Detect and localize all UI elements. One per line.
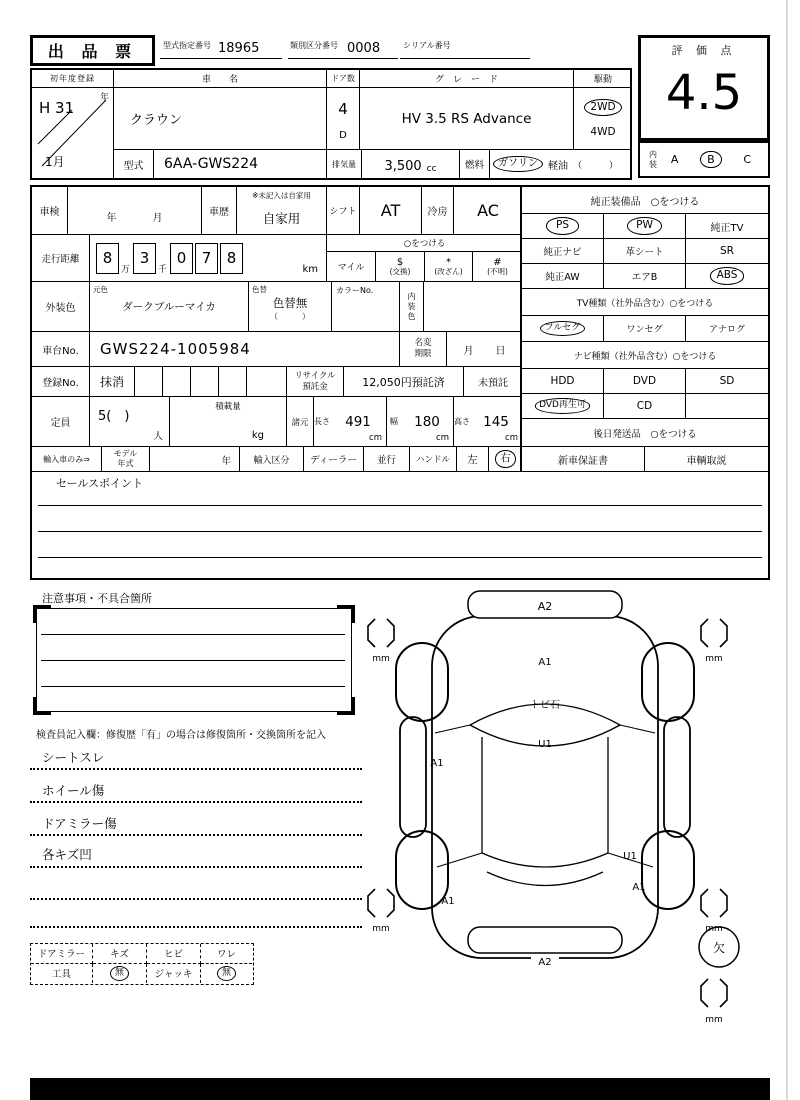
width-cell (387, 397, 454, 447)
equip-pw (604, 214, 686, 239)
original-color-cell (90, 282, 249, 332)
inspector-note: 検査員記入欄：修復歴「有」の場合は修復箇所・交換箇所を記入 (36, 730, 326, 741)
serial-label: シリアル番号 (403, 41, 451, 50)
tools-none-1 (93, 964, 147, 984)
shaken-cell (68, 187, 202, 235)
grade-header: グ レ ー ド (360, 70, 574, 88)
rear-window (482, 853, 608, 867)
mark-mile: マイル (327, 252, 376, 282)
equip-ps-selected: PS (546, 217, 579, 234)
missing-part-label: 欠 (712, 941, 726, 955)
dotted-line (30, 866, 362, 868)
color-change-paren: （ ） (270, 312, 310, 321)
wheel-rear-left (396, 831, 448, 909)
doors-value: 4 (338, 100, 348, 118)
navi-empty-cell (686, 394, 768, 419)
displacement-unit: cc (426, 164, 437, 174)
capacity-unit: 人 (153, 431, 163, 442)
exterior-color-label: 外装色 (32, 282, 90, 332)
rear-bumper (468, 927, 622, 953)
interior-grade-c: C (743, 153, 752, 166)
tools-crack-label: ヒビ (147, 944, 201, 964)
damage-rear-left-a1: A1 (441, 896, 455, 907)
import-dealer: ディーラー (304, 447, 364, 472)
notes-line (41, 660, 345, 661)
score-header: 評 価 点 (671, 44, 737, 57)
reg-no-value: 抹消 (90, 367, 135, 397)
trunk-line (487, 872, 603, 886)
height-label: 高さ (454, 416, 470, 426)
odometer-unit-sen: 千 (158, 265, 168, 275)
car-name-header: 車 名 (114, 70, 327, 88)
tools-none-2 (201, 964, 252, 984)
drive-4wd: 4WD (590, 126, 616, 139)
aircon-label: 冷房 (422, 187, 454, 235)
load-cell (170, 397, 287, 447)
handle-label: ハンドル (410, 447, 457, 472)
dotted-line (30, 834, 362, 836)
tv-analog: アナログ (686, 316, 768, 342)
capacity-cell (90, 397, 170, 447)
vehicle-manual: 車輌取説 (645, 447, 768, 472)
sales-point-line (38, 531, 762, 532)
notes-line (41, 634, 345, 635)
tools-none-1-selected: 無 (110, 966, 129, 981)
height-unit: cm (505, 433, 518, 443)
name-change-label-box (400, 332, 447, 367)
history-note: ※未記入は自家用 (252, 191, 311, 200)
equip-oem-navi: 純正ナビ (522, 239, 604, 264)
handle-right-cell (489, 447, 522, 472)
color-change-value: 色替無 (272, 296, 308, 310)
color-no-cell (332, 282, 400, 332)
navi-dvd: DVD (604, 369, 686, 394)
mark-caption: (改ざん) (434, 266, 463, 276)
notes-label: 注意事項・不具合箇所 (42, 592, 152, 605)
tread-bracket-rear-right (701, 889, 727, 917)
tread-bracket-spare (701, 979, 727, 1007)
shaken-month: 月 (152, 213, 163, 224)
odometer-digit: 7 (195, 243, 218, 274)
recycle-label: リサイクル預託金 (294, 370, 336, 392)
navi-type-header: ナビ種類（社外品含む）○をつける (522, 342, 768, 369)
color-no-label: カラーNo. (336, 286, 374, 295)
name-change-month: 月 (463, 345, 474, 357)
tread-bracket-rear-left (368, 889, 394, 917)
class-code-value: 0008 (347, 41, 381, 56)
damage-rear-right-a1: A1 (632, 882, 646, 893)
model-year-cell (150, 447, 240, 472)
displacement-label: 排気量 (327, 150, 362, 178)
width-unit: cm (436, 433, 449, 443)
height-value: 145 (483, 413, 509, 430)
reg-no-label: 登録No. (32, 367, 90, 397)
wheel-rear-right (642, 831, 694, 909)
load-label: 積載量 (215, 402, 241, 412)
new-car-warranty: 新車保証書 (522, 447, 645, 472)
interior-label: 内装 (649, 149, 657, 169)
sheet-title: 出 品 票 (30, 35, 155, 66)
equip-sr: SR (686, 239, 768, 264)
aircon-value: AC (454, 187, 522, 235)
oem-equipment-header: 純正装備品 ○をつける (522, 187, 768, 214)
reg-year-suffix: 年 (99, 93, 109, 103)
main-body-block (30, 185, 770, 580)
doors-sub: D (339, 130, 347, 141)
recycle-not-deposited: 未預託 (464, 367, 522, 397)
damage-roof-u1: U1 (538, 739, 552, 750)
tv-oneseg: ワンセグ (604, 316, 686, 342)
reg-no-empty-cell (135, 367, 163, 397)
odometer (90, 235, 327, 282)
damage-rear-bumper-a2: A2 (538, 957, 552, 968)
capacity-value: 5( ) (98, 409, 130, 424)
chassis-no-value: GWS224-1005984 (90, 332, 400, 367)
underline (400, 58, 530, 59)
displacement-value: 3,500 (384, 159, 422, 174)
name-change-cell (447, 332, 522, 367)
interior-grade-a: A (670, 153, 679, 166)
damage-hood-a1: A1 (538, 657, 552, 668)
sales-point-line (38, 557, 762, 558)
tread-mm-label: mm (372, 924, 390, 934)
first-reg-cell (32, 88, 114, 178)
model-label: 型式 (114, 150, 154, 178)
vehicle-info-block (30, 68, 632, 180)
model-code-value: 18965 (218, 41, 260, 56)
name-change-label: 名変期限 (414, 338, 432, 359)
dotted-line (30, 768, 362, 770)
length-value: 491 (345, 413, 371, 430)
tools-split-label: ワレ (201, 944, 252, 964)
drive-2wd-selected: 2WD (584, 99, 621, 116)
doors-cell (327, 88, 360, 150)
interior-color-label: 内装色 (407, 292, 416, 321)
shift-label: シフト (327, 187, 360, 235)
odometer-digit: 8 (96, 243, 119, 274)
damage-left-side-a1: A1 (430, 758, 444, 769)
later-shipment-header: 後日発送品 ○をつける (522, 419, 768, 447)
equip-oem-aw: 純正AW (522, 264, 604, 289)
tread-mm-label: mm (705, 1015, 723, 1025)
reg-no-empty-cell (247, 367, 287, 397)
original-color-label: 元色 (93, 285, 108, 294)
tread-bracket-front-right (701, 619, 727, 647)
recycle-label-box (287, 367, 344, 397)
corner-bracket (337, 697, 355, 715)
grade-value: HV 3.5 RS Advance (360, 88, 574, 150)
footer-bar (30, 1078, 770, 1100)
height-cell (454, 397, 522, 447)
handle-right-selected: 右 (495, 450, 516, 467)
fuel-gasoline-selected: ガソリン (493, 156, 543, 173)
mark-caption: (交換) (389, 266, 411, 276)
car-damage-diagram (355, 585, 745, 1025)
page-edge (786, 0, 788, 1100)
model-year-label-box (102, 447, 150, 472)
doors-header: ドア数 (327, 70, 360, 88)
wheel-front-right (642, 643, 694, 721)
inspection-item-scratch: 各キズ凹 (42, 847, 92, 862)
shaken-year: 年 (106, 213, 117, 224)
interior-color-label-box (400, 282, 424, 332)
sales-point-label: セールスポイント (56, 477, 144, 490)
tv-fullseg (522, 316, 604, 342)
equip-pw-selected: PW (627, 217, 662, 234)
mileage-marks-header: ○をつける (327, 235, 522, 252)
underline (288, 58, 398, 59)
notes-line (41, 686, 345, 687)
dotted-line (30, 801, 362, 803)
shift-value: AT (360, 187, 422, 235)
equip-oem-tv: 純正TV (686, 214, 768, 239)
damage-windshield-stone-chip: トビ石 (530, 700, 560, 711)
mark-symbol: * (446, 256, 451, 268)
tools-jack-label: ジャッキ (147, 964, 201, 984)
tread-mm-label: mm (705, 654, 723, 664)
equip-ps (522, 214, 604, 239)
corner-bracket (33, 697, 51, 715)
drive-header: 駆動 (574, 70, 632, 88)
chassis-no-label: 車台No. (32, 332, 90, 367)
mark-exchange (376, 252, 425, 282)
reg-no-empty-cell (163, 367, 191, 397)
navi-dvd-playable (522, 394, 604, 419)
name-change-day: 日 (495, 345, 506, 357)
equip-abs (686, 264, 768, 289)
reg-no-empty-cell (191, 367, 219, 397)
history-label: 車歴 (202, 187, 237, 235)
notes-box (36, 608, 352, 712)
history-cell (237, 187, 327, 235)
model-year-unit: 年 (221, 456, 231, 467)
tv-fullseg-selected: フルセグ (540, 321, 586, 336)
score-box (638, 35, 770, 141)
drive-cell (574, 88, 632, 150)
tread-mm-label: mm (705, 924, 723, 934)
shaken-label: 車検 (32, 187, 68, 235)
tools-none-2-selected: 無 (217, 966, 236, 981)
odometer-digit: 3 (133, 243, 156, 274)
import-only-label: 輸入車のみ⇒ (32, 447, 102, 472)
tools-table (30, 943, 254, 985)
import-parallel: 並行 (364, 447, 410, 472)
reg-no-empty-cell (219, 367, 247, 397)
handle-left: 左 (457, 447, 489, 472)
odometer-digit: 0 (170, 243, 193, 274)
reg-era-value: H 31 (39, 99, 75, 117)
first-reg-header: 初年度登録 (32, 70, 114, 88)
score-value: 4.5 (665, 65, 743, 121)
width-value: 180 (414, 413, 440, 430)
damage-front-bumper-a2: A2 (537, 600, 553, 613)
model-code-label: 型式指定番号 (163, 41, 211, 50)
mark-symbol: # (493, 256, 502, 268)
model-year-label: モデル年式 (113, 449, 138, 468)
rocker-left (400, 717, 426, 837)
equip-abs-selected: ABS (710, 267, 745, 284)
interior-grade-box (638, 141, 770, 178)
tread-bracket-front-left (368, 619, 394, 647)
mark-unknown (473, 252, 522, 282)
odometer-km: km (302, 264, 318, 275)
inspection-item-seat: シートスレ (42, 750, 105, 765)
dimensions-label: 諸元 (287, 397, 314, 447)
inspection-item-wheel: ホイール傷 (42, 783, 105, 798)
navi-hdd: HDD (522, 369, 604, 394)
length-cell (314, 397, 387, 447)
fuel-paren: （ ） (573, 160, 619, 171)
fuel-label: 燃料 (460, 150, 490, 178)
wheel-front-left (396, 643, 448, 721)
import-kubun-label: 輸入区分 (240, 447, 304, 472)
load-unit: kg (251, 430, 264, 441)
equip-leather-seat: 革シート (604, 239, 686, 264)
capacity-label: 定員 (32, 397, 90, 447)
fuel-diesel: 軽油 (548, 160, 568, 172)
tools-tool-label: 工具 (31, 964, 93, 984)
dotted-line (30, 898, 362, 900)
fuel-cell (490, 150, 632, 178)
equip-airbag: エアB (604, 264, 686, 289)
mileage-label: 走行距離 (32, 235, 90, 282)
width-label: 幅 (390, 416, 398, 426)
color-change-cell (249, 282, 332, 332)
sales-point-line (38, 505, 762, 506)
inspection-item-mirror: ドアミラー傷 (42, 816, 117, 831)
navi-dvd-playable-selected: DVD再生可 (535, 398, 590, 413)
odometer-digit: 8 (220, 243, 243, 274)
corner-bracket (33, 605, 51, 623)
interior-color-cell (400, 282, 522, 332)
reg-month-value: 1月 (45, 155, 65, 169)
history-value: 自家用 (262, 210, 301, 226)
underline (160, 58, 282, 59)
mark-caption: (不明) (487, 266, 508, 276)
tread-mm-label: mm (372, 654, 390, 664)
dotted-line (30, 926, 362, 928)
rocker-right (664, 717, 690, 837)
cabin-sides (482, 737, 608, 853)
odometer-unit-man: 万 (121, 265, 131, 275)
recycle-deposited-value: 12,050円預託済 (344, 367, 464, 397)
model-value: 6AA-GWS224 (154, 150, 327, 178)
length-label: 長さ (314, 416, 330, 426)
mark-symbol: $ (396, 256, 404, 268)
tools-doormirror-label: ドアミラー (31, 944, 93, 964)
corner-bracket (337, 605, 355, 623)
interior-grade-b-selected: B (700, 151, 722, 169)
color-change-label: 色替 (252, 285, 267, 294)
original-color-value: ダークブルーマイカ (122, 301, 216, 313)
navi-cd: CD (604, 394, 686, 419)
mark-tampered (425, 252, 473, 282)
class-code-label: 類別区分番号 (290, 41, 338, 50)
tv-type-header: TV種類（社外品含む）○をつける (522, 289, 768, 316)
damage-rear-right-u1: U1 (623, 851, 637, 862)
tools-scratch-label: キズ (93, 944, 147, 964)
navi-sd: SD (686, 369, 768, 394)
car-name-value: クラウン (114, 88, 327, 150)
length-unit: cm (369, 433, 382, 443)
displacement-cell (362, 150, 460, 178)
